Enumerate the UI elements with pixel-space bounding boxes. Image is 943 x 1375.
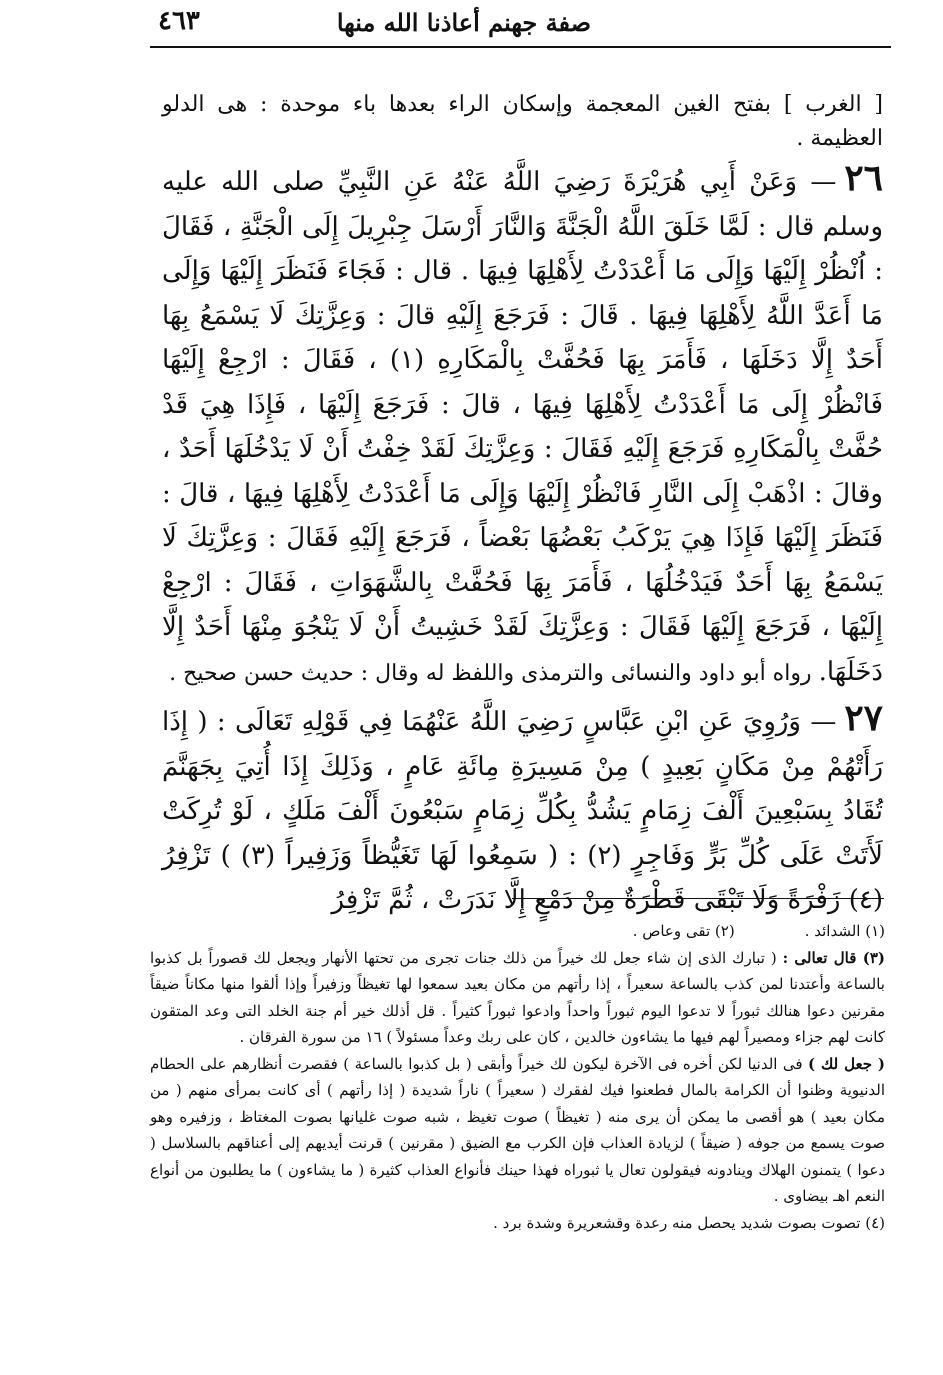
commentary-lead: ( جعل لك ) xyxy=(808,1054,885,1073)
hadith-26-number: ٢٦ xyxy=(844,157,883,199)
footnote-divider xyxy=(512,898,884,899)
footnote-4: (٤) تصوت بصوت شديد يحصل منه رعدة وقشعريرة وشدة برد . xyxy=(493,1213,885,1232)
footnote-2: (٢) تقى وعاص . xyxy=(632,922,735,940)
footnotes-1-2 xyxy=(150,918,885,945)
footnote-commentary: ( جعل لك ) فى الدنيا لكن أخره فى الآخرة ليكون لك خيراً وأبقى ( بل كذبوا بالساعة ) فقصرت أنظارهم على الحطام الدنيوية وظنوا أن الكرامة بالمال فطعنوا فيك لفقرك ( سعيراً ) ناراً شديدة ( إذا رأتهم ) أى كانت بمرأى منهم ( من مكان بعيد ) هو أقصى ما يمكن أن يرى منه ( تغيظاً ) صوت تغيظ ، شبه صوت غليانها بصوت المغتاظ ، وزفيره وهو صوت يسمع من جوفه ( ضيقاً ) لزيادة العذاب فإن الكرب مع الضيق ( مقرنين ) قرنت أيديهم إلى أعناقهم بالسلاسل ( دعوا ) يتمنون الهلاك وينادونه فيقولون تعال يا ثبوراه فهذا حينك فأنواع العذاب كثيرة ( ما يشاءون ) ما يطلبون من أنواع النعم اهـ بيضاوى . xyxy=(150,1054,885,1205)
gloss-paragraph: [ الغرب ] بفتح الغين المعجمة وإسكان الراء بعدها باء موحدة : هى الدلو العظيمة . xyxy=(162,92,883,151)
footnotes xyxy=(150,918,885,1236)
page-header xyxy=(150,6,891,48)
footnote-3-text: ( تبارك الذى إن شاء جعل لك خيراً من ذلك جنات تجرى من تحتها الأنهار ويجعل لك قصوراً بل كذبوا بالساعة وأعتدنا لمن كذب بالساعة سعيراً ، إذا رأتهم من مكان بعيد سمعوا لها تغيظاً وزفيراً وإذا ألقوا منها مكاناً ضيقاً مقرنين دعوا هنالك ثبوراً لا تدعوا اليوم ثبوراً واحداً وادعوا ثبوراً كثيراً . قل أذلك خير أم جنة الخلد التى وعد المتقون كانت لهم جزاء ومصيراً لهم فيها ما يشاءون خالدين ، كان على ربك وعداً مسئولاً ) ١٦ من سورة الفرقان . xyxy=(150,948,885,1046)
hadith-26-attribution: رواه أبو داود والنسائى والترمذى واللفظ له وقال : حديث حسن صحيح . xyxy=(169,660,819,686)
hadith-26-text: — وَعَنْ أَبِي هُرَيْرَةَ رَضِيَ اللَّهُ عَنْهُ عَنِ النَّبِيِّ صلى الله عليه وسلم قال : لَمَّا خَلَقَ اللَّهُ الْجَنَّةَ وَالنَّارَ أَرْسَلَ جِبْرِيلَ إِلَى الْجَنَّةِ ، فَقَالَ : اُنْظُرْ إِلَيْهَا وَإِلَى مَا أَعْدَدْتُ لِأَهْلِهَا فِيهَا . قال : فَجَاءَ فَنَظَرَ إِلَيْهَا وَإِلَى مَا أَعَدَّ اللَّهُ لِأَهْلِهَا فِيهَا . قَالَ : فَرَجَعَ إِلَيْهِ قالَ : وَعِزَّتِكَ لَا يَسْمَعُ بِهَا أَحَدٌ إِلَّا دَخَلَهَا ، فَأَمَرَ بِهَا فَحُفَّتْ بِالْمَكَارِهِ (١) ، فَقَالَ : ارْجِعْ إِلَيْهَا فَانْظُرْ إِلَى مَا أَعْدَدْتُ لِأَهْلِهَا فِيهَا ، قالَ : فَرَجَعَ إِلَيْهَا ، فَإِذَا هِيَ قَدْ حُفَّتْ بِالْمَكَارِهِ فَرَجَعَ إِلَيْهِ فَقَالَ : وَعِزَّتِكَ لَقَدْ خِفْتُ أَنْ لَا يَدْخُلَهَا أَحَدٌ ، وقالَ : اذْهَبْ إِلَى النَّارِ فَانْظُرْ إِلَيْهَا وَإِلَى مَا أَعْدَدْتُ لِأَهْلِهَا فِيهَا ، قالَ : فَنَظَرَ إِلَيْهَا فَإِذَا هِيَ يَرْكَبُ بَعْضُهَا بَعْضاً ، فَرَجَعَ إِلَيْهِ فَقَالَ : وَعِزَّتِكَ لَا يَسْمَعُ بِهَا أَحَدٌ فَيَدْخُلُهَا ، فَأَمَرَ بِهَا فَحُفَّتْ بِالشَّهَوَاتِ ، فَقَالَ : ارْجِعْ إِلَيْهَا ، فَرَجَعَ إِلَيْهَا فَقَالَ : وَعِزَّتِكَ لَقَدْ خَشِيتُ أَنْ لَا يَنْجُوَ مِنْهَا أَحَدٌ إِلَّا دَخَلَهَا. xyxy=(162,167,883,687)
footnote-3-label: (٣) قال تعالى : xyxy=(782,948,886,967)
main-text xyxy=(162,88,883,923)
hadith-27-number: ٢٧ xyxy=(844,697,883,739)
hadith-27-text: — وَرُوِيَ عَنِ ابْنِ عَبَّاسٍ رَضِيَ اللَّهُ عَنْهُمَا فِي قَوْلِهِ تَعَالَى : ( إِذَا رَأَتْهُمْ مِنْ مَكَانٍ بَعِيدٍ ) مِنْ مَسِيرَةِ مِائَةِ عَامٍ ، وَذَلِكَ إِذَا أُتِيَ بِجَهَنَّمَ تُقَادُ بِسَبْعِينَ أَلْفَ زِمَامٍ يَشُدُّ بِكُلِّ زِمَامٍ سَبْعُونَ أَلْفَ مَلَكٍ ، لَوْ تُرِكَتْ لَأَتَتْ عَلَى كُلِّ بَرٍّ وَفَاجِرٍ (٢) : ( سَمِعُوا لَهَا تَغَيُّظاً وَزَفِيراً (٣) ) تَزْفِرُ (٤) زَفْرَةً وَلَا تَبْقَى قَطْرَةٌ مِنْ دَمْعٍ إِلَّا نَدَرَتْ ، ثُمَّ تَزْفِرُ xyxy=(162,707,883,915)
footnote-3 xyxy=(150,945,885,1051)
hadith-26 xyxy=(162,156,883,696)
page-number: ٤٦٣ xyxy=(158,6,200,36)
running-title: صفة جهنم أعاذنا الله منها xyxy=(336,8,591,37)
hadith-27 xyxy=(162,696,883,923)
footnote-1: (١) الشدائد . xyxy=(804,922,885,940)
